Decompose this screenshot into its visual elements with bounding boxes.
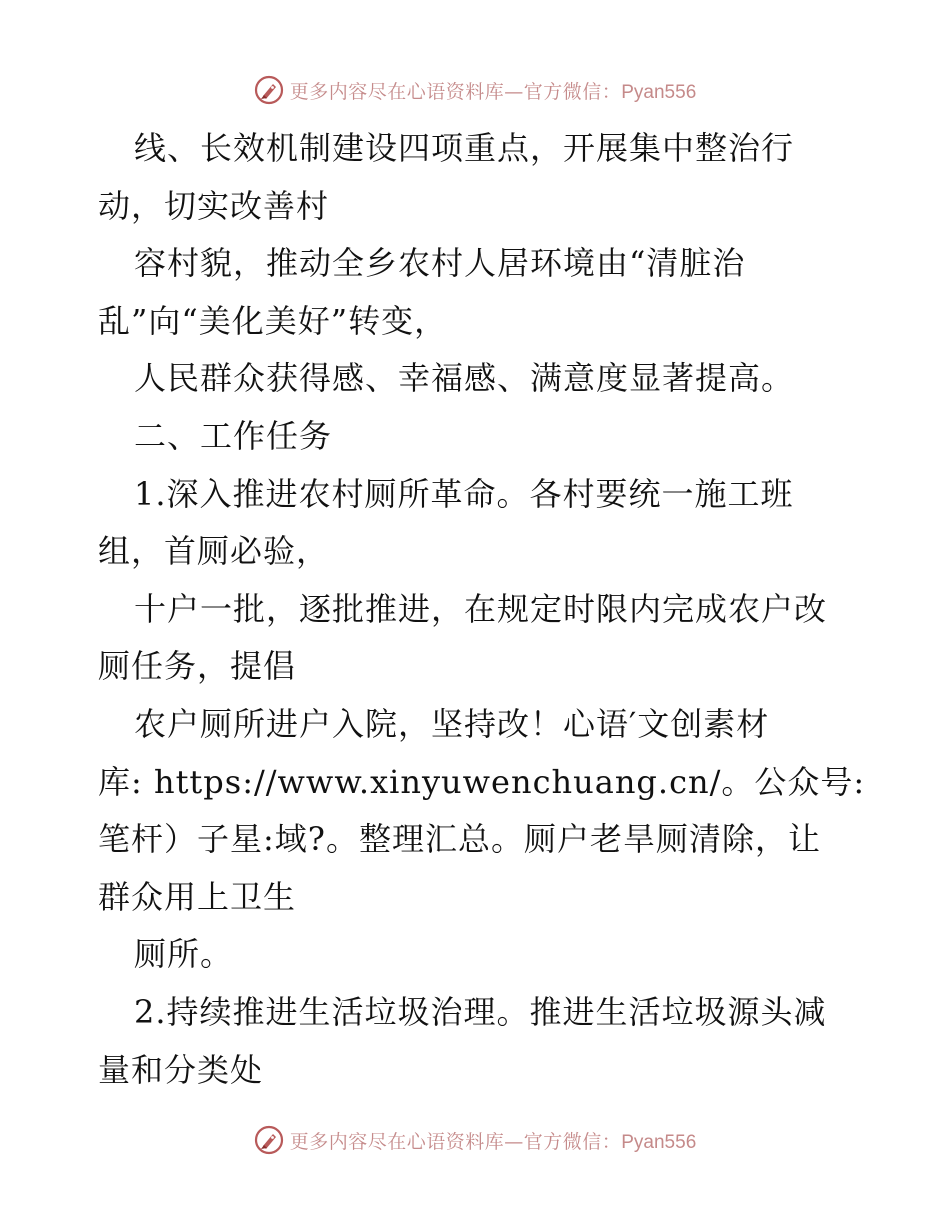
text-line: 乱”向“美化美好”转变， [98, 301, 448, 340]
text-line: 线、长效机制建设四项重点，开展集中整治行 [134, 129, 795, 167]
text-line: 人民群众获得感、幸福感、满意度显著提高。 [134, 359, 795, 398]
watermark-text: 更多内容尽在心语资料库—官方微信：Pyan556 [289, 80, 697, 103]
text-line: 量和分类处 [98, 1050, 264, 1089]
text-line: 十户一批，逐批推进，在规定时限内完成农户改 [134, 589, 828, 628]
header-watermark [0, 72, 950, 108]
text-line: 厕所。 [134, 935, 234, 974]
text-line: 容村貌，推动全乡农村人居环境由“清脏治 [134, 244, 746, 283]
text-line: 笔杆）子星:域?。整理汇总。厕户老旱厕清除，让 [98, 820, 821, 859]
text-line: 农户厕所进户入院，坚持改！心语′文创素材 [134, 704, 770, 743]
text-line: 1.深入推进农村厕所革命。各村要统一施工班 [134, 474, 794, 513]
pen-nib-logo-icon [254, 1125, 284, 1155]
text-line: 库: https://www.xinyuwenchuang.cn/。公众号: [98, 762, 866, 801]
text-line: 厕任务，提倡 [98, 647, 297, 686]
footer-watermark [0, 1122, 950, 1158]
text-line: 群众用上卫生 [98, 877, 297, 916]
text-line: 二、工作任务 [134, 416, 333, 455]
watermark-text: 更多内容尽在心语资料库—官方微信：Pyan556 [289, 1130, 697, 1153]
text-line: 2.持续推进生活垃圾治理。推进生活垃圾源头减 [134, 992, 827, 1031]
text-line: 动，切实改善村 [98, 186, 330, 225]
pen-nib-logo-icon [254, 75, 284, 105]
document-body [98, 120, 866, 1099]
text-line: 组，首厕必验， [98, 532, 330, 571]
